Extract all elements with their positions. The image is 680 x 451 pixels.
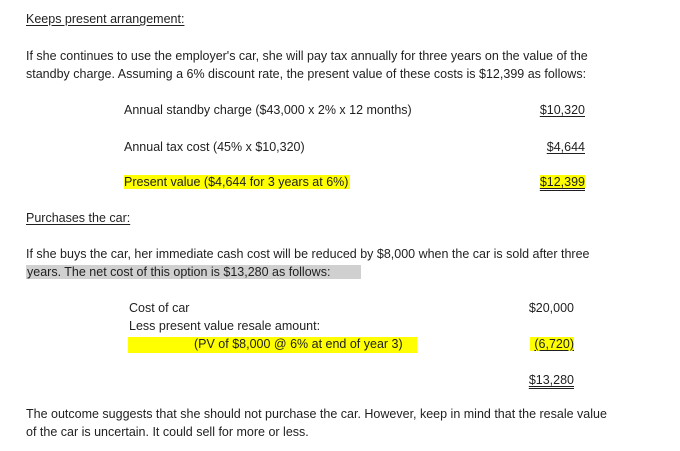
less-resale-label: Less present value resale amount: [129,319,321,333]
net-cost-total: $13,280 [528,373,574,387]
section-heading-purchases-car: Purchases the car: [26,211,131,225]
conclusion-line2: of the car is uncertain. It could sell for more or less. [26,425,309,439]
section1-paragraph-line2: standby charge. Assuming a 6% discount rate, the present value of these costs is $12,399 as follows: [26,67,587,81]
section-heading-keeps-arrangement: Keeps present arrangement: [26,12,185,26]
pv-resale-label: (PV of $8,000 @ 6% at end of year 3) [194,337,403,351]
cost-of-car-value: $20,000 [528,301,574,315]
pv-resale-value: (6,720) [530,337,574,351]
present-value-label: Present value ($4,644 for 3 years at 6%) [124,175,349,189]
section2-paragraph-line2: years. The net cost of this option is $13,280 as follows: [26,265,361,279]
standby-charge-value: $10,320 [539,103,585,117]
annual-tax-cost-label: Annual tax cost (45% x $10,320) [124,140,305,154]
annual-tax-cost-value: $4,644 [546,140,585,154]
section1-paragraph-line1: If she continues to use the employer's car, she will pay tax annually for three years on the value of the [26,49,588,63]
present-value-amount: $12,399 [539,175,585,189]
standby-charge-label: Annual standby charge ($43,000 x 2% x 12 months) [124,103,412,117]
section2-paragraph-line1: If she buys the car, her immediate cash cost will be reduced by $8,000 when the car is sold after three [26,247,590,261]
pv-resale-highlight [128,337,417,353]
conclusion-line1: The outcome suggests that she should not purchase the car. However, keep in mind that the resale value [26,407,607,421]
cost-of-car-label: Cost of car [129,301,190,315]
